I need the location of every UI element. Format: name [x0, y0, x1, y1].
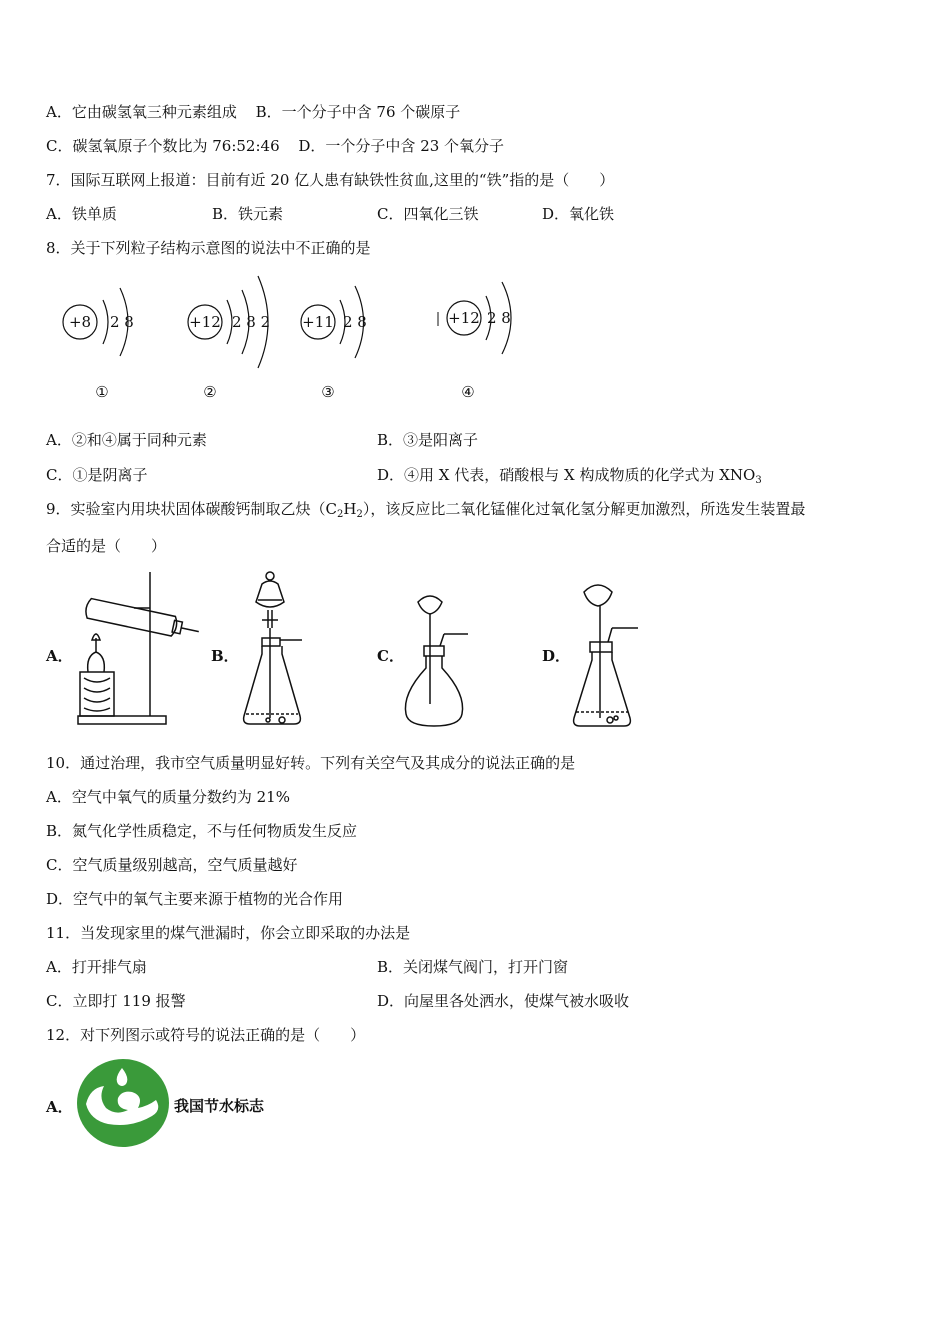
diagram-4-shells: 2 8 [487, 309, 511, 327]
q9-stem [46, 499, 805, 525]
diagram-1-label: ① [95, 383, 109, 401]
q11-option-d: D．向屋里各处洒水，使煤气被水吸收 [377, 992, 630, 1010]
q6-option-b: B．一个分子中含 76 个碳原子 [255, 103, 461, 121]
q7-option-d: D．氧化铁 [542, 205, 615, 223]
q7-stem: 7．国际互联网上报道：目前有近 20 亿人患有缺铁性贫血,这里的“铁”指的是（ ） [46, 171, 615, 189]
diagram-1-shells: 2 8 [110, 313, 134, 331]
q10-option-c: C．空气质量级别越高，空气质量越好 [46, 856, 298, 874]
q7-option-a: A．铁单质 [46, 205, 117, 223]
q8-option-d-subscript: 3 [755, 475, 762, 486]
diagram-2-label: ② [203, 383, 217, 401]
q6-option-row-2 [46, 136, 504, 156]
q6-option-a: A．它由碳氢氧三种元素组成 [46, 103, 237, 121]
diagram-3-nucleus: +11 [302, 313, 334, 331]
apparatus-d-thistle-funnel-flask-icon [568, 578, 644, 730]
q12-option-a-text: 我国节水标志 [174, 1097, 265, 1115]
q9-stem-continued: 合适的是（ ） [46, 537, 167, 555]
q6-option-c: C．碳氢氧原子个数比为 76:52:46 [46, 137, 280, 155]
diagram-3-shells: 2 8 [343, 313, 367, 331]
atom-diagram-4 [438, 282, 511, 401]
q12-option-a-label: A． [46, 1098, 73, 1116]
q9-label-d: D． [542, 647, 571, 665]
apparatus-b-separatory-funnel-icon [238, 568, 308, 730]
apparatus-a-heated-tube-icon [74, 568, 204, 728]
water-saving-logo-icon [76, 1058, 170, 1148]
q12-stem: 12．对下列图示或符号的说法正确的是（ ） [46, 1026, 366, 1044]
q9-stem-part1: 9．实验室内用块状固体碳酸钙制取乙炔（C [46, 500, 338, 518]
q10-option-b: B．氮气化学性质稳定，不与任何物质发生反应 [46, 822, 358, 840]
q9-label-a: A． [46, 647, 73, 665]
diagram-2-nucleus: +12 [189, 313, 221, 331]
q8-stem: 8．关于下列粒子结构示意图的说法中不正确的是 [46, 239, 371, 257]
atom-diagram-2 [188, 276, 270, 401]
q10-stem: 10．通过治理，我市空气质量明显好转。下列有关空气及其成分的说法正确的是 [46, 754, 576, 772]
diagram-3-label: ③ [321, 383, 335, 401]
q9-label-c: C． [377, 647, 404, 665]
diagram-4-label: ④ [461, 383, 475, 401]
diagram-1-nucleus: +8 [68, 313, 92, 331]
q8-option-d [377, 465, 762, 491]
q9-stem-sub1: 2 [337, 509, 344, 520]
q11-stem: 11．当发现家里的煤气泄漏时，你会立即采取的办法是 [46, 924, 411, 942]
q9-label-b: B． [211, 647, 239, 665]
diagram-4-nucleus: +12 [448, 309, 480, 327]
q11-option-b: B．关闭煤气阀门，打开门窗 [377, 958, 569, 976]
apparatus-c-long-neck-funnel-icon [400, 588, 472, 730]
atom-diagram-1 [63, 288, 134, 401]
q6-option-row-1 [46, 102, 460, 122]
q9-stem-part3: ），该反应比二氧化锰催化过氧化氢分解更加激烈，所选发生装置最 [362, 500, 806, 518]
q6-option-d: D．一个分子中含 23 个氧分子 [298, 137, 505, 155]
q8-option-b: B．③是阳离子 [377, 431, 479, 449]
q7-option-b: B．铁元素 [212, 205, 284, 223]
q7-option-c: C．四氧化三铁 [377, 205, 479, 223]
q11-option-a: A．打开排气扇 [46, 958, 147, 976]
q10-option-d: D．空气中的氧气主要来源于植物的光合作用 [46, 890, 344, 908]
q8-option-a: A．②和④属于同种元素 [46, 431, 207, 449]
q10-option-a: A．空气中氧气的质量分数约为 21% [46, 788, 290, 806]
q9-stem-part2: H [343, 500, 357, 518]
q11-option-c: C．立即打 119 报警 [46, 992, 186, 1010]
diagram-2-shells: 2 8 2 [232, 313, 271, 331]
atom-diagram-3 [301, 286, 367, 401]
q9-stem-sub2: 2 [356, 509, 363, 520]
atom-structure-diagrams [50, 270, 570, 410]
q8-option-d-text: D．④用 X 代表，硝酸根与 X 构成物质的化学式为 XNO [377, 466, 756, 484]
q8-option-c: C．①是阴离子 [46, 466, 148, 484]
